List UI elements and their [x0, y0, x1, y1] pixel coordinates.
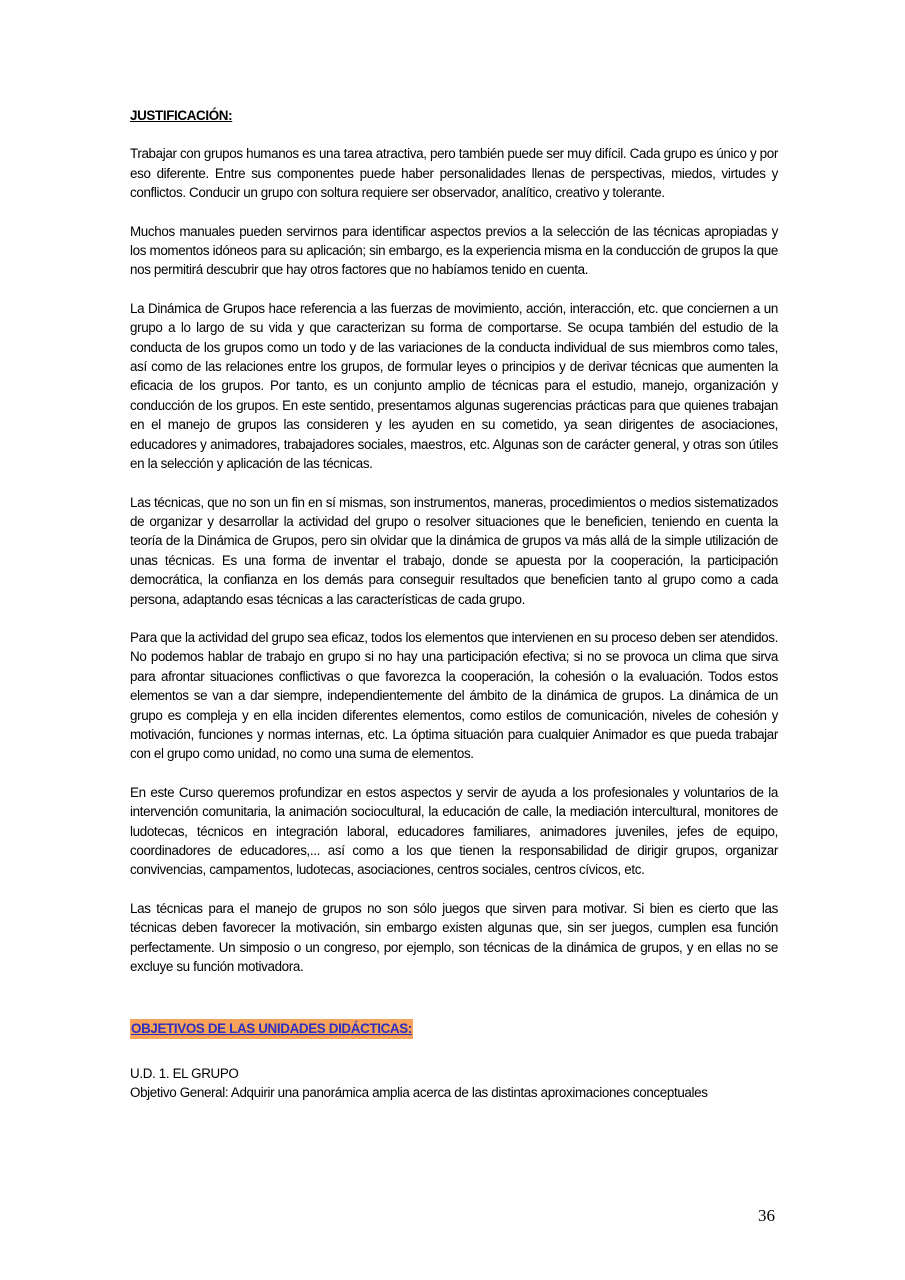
- document-page: [130, 106, 778, 1103]
- paragraph: Las técnicas, que no son un fin en sí mismas, son instrumentos, maneras, procedimientos o medios sistematizados de organizar y desarrollar la actividad del grupo o resolver situaciones que le beneficien, teniendo en cuenta la teoría de la Dinámica de Grupos, pero sin olvidar que la dinámica de grupos va más allá de la simple utilización de unas técnicas. Es una forma de inventar el trabajo, donde se apuesta por la cooperación, la participación democrática, la confianza en los demás para conseguir resultados que beneficien tanto al grupo como a cada persona, adaptando esas técnicas a las características de cada grupo.: [130, 494, 778, 607]
- paragraph: La Dinámica de Grupos hace referencia a las fuerzas de movimiento, acción, interacción, etc. que conciernen a un grupo a lo largo de su vida y que caracterizan su forma de comportarse. Se ocupa también del estudio de la conducta de los grupos como un todo y de las variaciones de la conducta individual de sus miembros como tales, así como de las relaciones entre los grupos, de formular leyes o principios y de derivar técnicas que aumenten la eficacia de los grupos. Por tanto, es un conjunto amplio de técnicas para el estudio, manejo, organización y conducción de los grupos. En este sentido, presentamos algunas sugerencias prácticas para que quienes trabajan en el manejo de grupos las consideren y les ayuden en su cometido, ya sean dirigentes de asociaciones, educadores y animadores, trabajadores sociales, maestros, etc. Algunas son de carácter general, y otras son útiles en la selección y aplicación de las técnicas.: [130, 300, 778, 472]
- paragraph: Muchos manuales pueden servirnos para identificar aspectos previos a la selección de las técnicas apropiadas y los momentos idóneos para su aplicación; sin embargo, es la experiencia misma en la conducción de grupos la que nos permitirá descubrir que hay otros factores que no habíamos tenido en cuenta.: [130, 223, 778, 278]
- paragraph: Trabajar con grupos humanos es una tarea atractiva, pero también puede ser muy difícil. Cada grupo es único y por eso diferente. Entre sus componentes puede haber personalidades llenas de perspectivas, miedos, virtudes y conflictos. Conducir un grupo con soltura requiere ser observador, analítico, creativo y tolerante.: [130, 146, 778, 201]
- unit-objective: Objetivo General: Adquirir una panorámica amplia acerca de las distintas aproximaciones conceptuales: [130, 1085, 708, 1101]
- paragraph: Para que la actividad del grupo sea eficaz, todos los elementos que intervienen en su proceso deben ser atendidos. No podemos hablar de trabajo en grupo si no hay una participación efectiva; si no se provoca un clima que sirva para afrontar situaciones conflictivas o que favorezca la cooperación, la cohesión o la evaluación. Todos estos elementos se van a dar siempre, independientemente del ámbito de la dinámica de grupos. La dinámica de un grupo es compleja y en ella inciden diferentes elementos, como estilos de comunicación, niveles de cohesión y motivación, funciones y normas internas, etc. La óptima situación para cualquier Animador es que pueda trabajar con el grupo como unidad, no como una suma de elementos.: [130, 629, 778, 762]
- section-heading-justificacion: JUSTIFICACIÓN:: [130, 108, 233, 123]
- unit-title: U.D. 1. EL GRUPO: [130, 1065, 239, 1081]
- page-number: 36: [758, 1206, 775, 1225]
- paragraph: En este Curso queremos profundizar en estos aspectos y servir de ayuda a los profesionales y voluntarios de la intervención comunitaria, la animación sociocultural, la educación de calle, la mediación intercultural, monitores de ludotecas, técnicos en integración laboral, educadores familiares, animadores juveniles, jefes de equipo, coordinadores de educadores,... así como a los que tienen la responsabilidad de dirigir grupos, organizar convivencias, campamentos, ludotecas, asociaciones, centros sociales, centros cívicos, etc.: [130, 784, 778, 878]
- section-heading-objetivos: OBJETIVOS DE LAS UNIDADES DIDÁCTICAS:: [130, 1019, 413, 1038]
- paragraph: Las técnicas para el manejo de grupos no son sólo juegos que sirven para motivar. Si bien es cierto que las técnicas deben favorecer la motivación, sin embargo existen algunas que, sin ser juegos, cumplen esa función perfectamente. Un simposio o un congreso, por ejemplo, son técnicas de la dinámica de grupos, y en ellas no se excluye su función motivadora.: [130, 900, 778, 975]
